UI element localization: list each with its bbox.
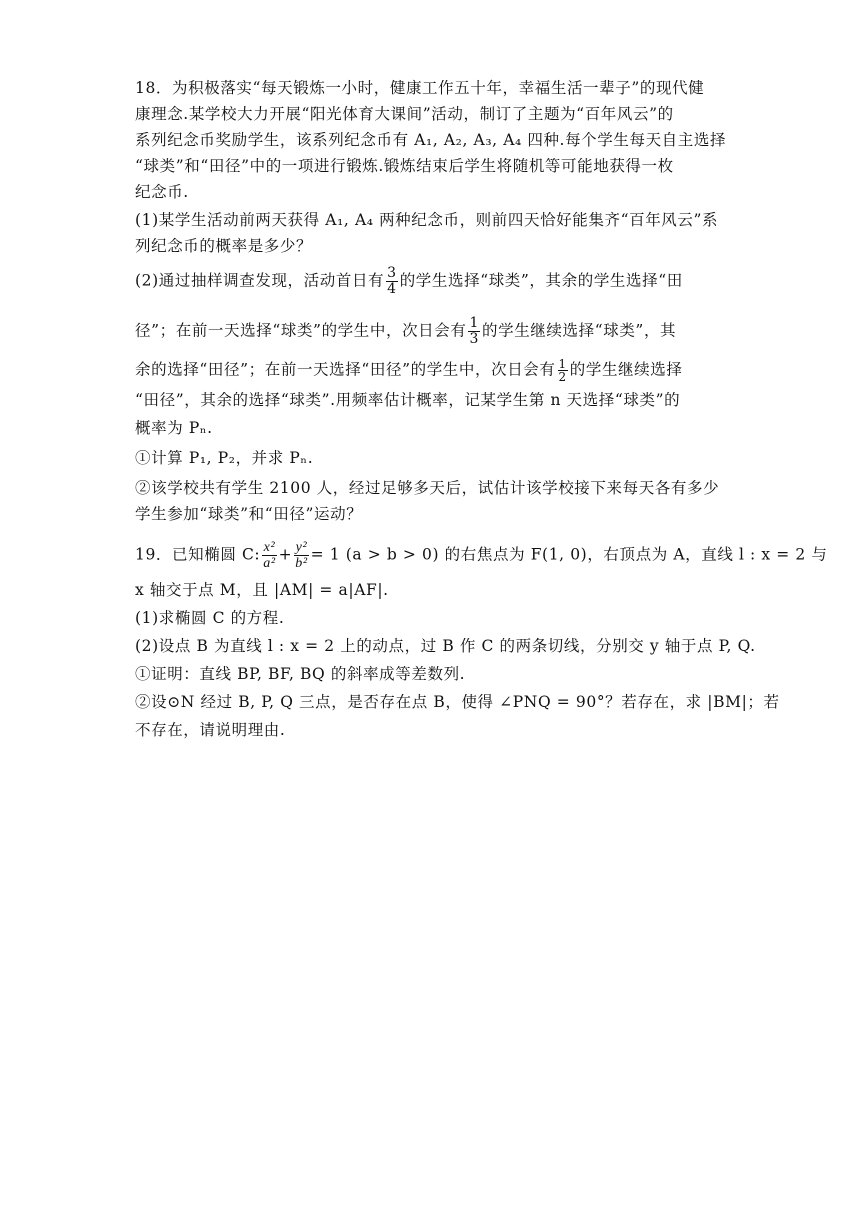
q18-part2-line-4: “田径”，其余的选择“球类”.用频率估计概率，记某学生第 n 天选择“球类”的 bbox=[135, 391, 681, 409]
q18-part2-line-3 bbox=[135, 358, 682, 383]
q18-part2-line-1 bbox=[135, 266, 683, 297]
q18-part2-line-3-pre: 余的选择“田径”；在前一天选择“田径”的学生中，次日会有 bbox=[135, 360, 556, 379]
q18-stem-line-4: “球类”和“田径”中的一项进行锻炼.锻炼结束后学生将随机等可能地获得一枚 bbox=[135, 157, 674, 175]
q18-part2-line-2 bbox=[135, 316, 676, 347]
q18-part2-line-5: 概率为 Pₙ. bbox=[135, 419, 213, 437]
q19-sub2-line-2: 不存在，请说明理由. bbox=[135, 721, 286, 739]
q18-stem-line-5: 纪念币. bbox=[135, 183, 189, 201]
q18-stem-line-1: 18．为积极落实“每天锻炼一小时，健康工作五十年，幸福生活一辈子”的现代健 bbox=[135, 79, 705, 97]
q18-sub2-line-2: 学生参加“球类”和“田径”运动？ bbox=[135, 505, 363, 523]
q19-stem-post: = 1 (a > b > 0) 的右焦点为 F(1, 0)，右顶点为 A，直线 l : x = 2 与 bbox=[310, 545, 828, 564]
ellipse-plus: + bbox=[278, 545, 293, 564]
q19-part1: (1)求椭圆 C 的方程. bbox=[135, 609, 285, 627]
q19-sub1: ①证明：直线 BP, BF, BQ 的斜率成等差数列. bbox=[135, 665, 466, 683]
q19-stem-line-2: x 轴交于点 M，且 |AM| = a|AF|. bbox=[135, 581, 389, 599]
q18-sub2-line-1: ②该学校共有学生 2100 人，经过足够多天后，试估计该学校接下来每天各有多少 bbox=[135, 479, 720, 497]
q18-stem-line-2: 康理念.某学校大力开展“阳光体育大课间”活动，制订了主题为“百年风云”的 bbox=[135, 105, 674, 123]
ellipse-y-term: $\frac{\text{y²}}{\text{b²}}$ bbox=[295, 540, 308, 571]
q18-part1-line-1: (1)某学生活动前两天获得 A₁, A₄ 两种纪念币，则前四天恰好能集齐“百年风云”系 bbox=[135, 211, 719, 229]
q18-part1-line-2: 列纪念币的概率是多少？ bbox=[135, 237, 313, 255]
q18-part2-line-2-post: 的学生继续选择“球类”，其 bbox=[482, 321, 677, 340]
q19-part2: (2)设点 B 为直线 l : x = 2 上的动点，过 B 作 C 的两条切线，分别交 y 轴于点 P, Q. bbox=[135, 637, 756, 655]
q19-stem-pre: 19．已知椭圆 C: bbox=[135, 545, 261, 564]
fraction-one-third: $\frac{1}{3}$ bbox=[469, 315, 479, 347]
q18-stem-line-3: 系列纪念币奖励学生，该系列纪念币有 A₁, A₂, A₃, A₄ 四种.每个学生每天自主选择 bbox=[135, 131, 727, 149]
fraction-three-quarters: $\frac{3}{4}$ bbox=[387, 265, 397, 297]
q18-part2-line-2-pre: 径”；在前一天选择“球类”的学生中，次日会有 bbox=[135, 321, 467, 340]
fraction-one-half: $\frac{1}{2}$ bbox=[558, 357, 567, 384]
q18-part2-line-1-pre: (2)通过抽样调查发现，活动首日有 bbox=[135, 271, 385, 290]
q18-part2-line-1-post: 的学生选择“球类”，其余的学生选择“田 bbox=[399, 271, 683, 290]
q18-part2-line-3-post: 的学生继续选择 bbox=[569, 360, 683, 379]
q19-sub2-line-1: ②设⊙N 经过 B, P, Q 三点，是否存在点 B，使得 ∠PNQ = 90°？若存在，求 |BM|；若 bbox=[135, 693, 780, 711]
ellipse-x-term: $\frac{\text{x²}}{\text{a²}}$ bbox=[263, 540, 276, 571]
q19-stem-line-1 bbox=[135, 540, 827, 571]
q18-sub1: ①计算 P₁, P₂，并求 Pₙ. bbox=[135, 449, 314, 467]
